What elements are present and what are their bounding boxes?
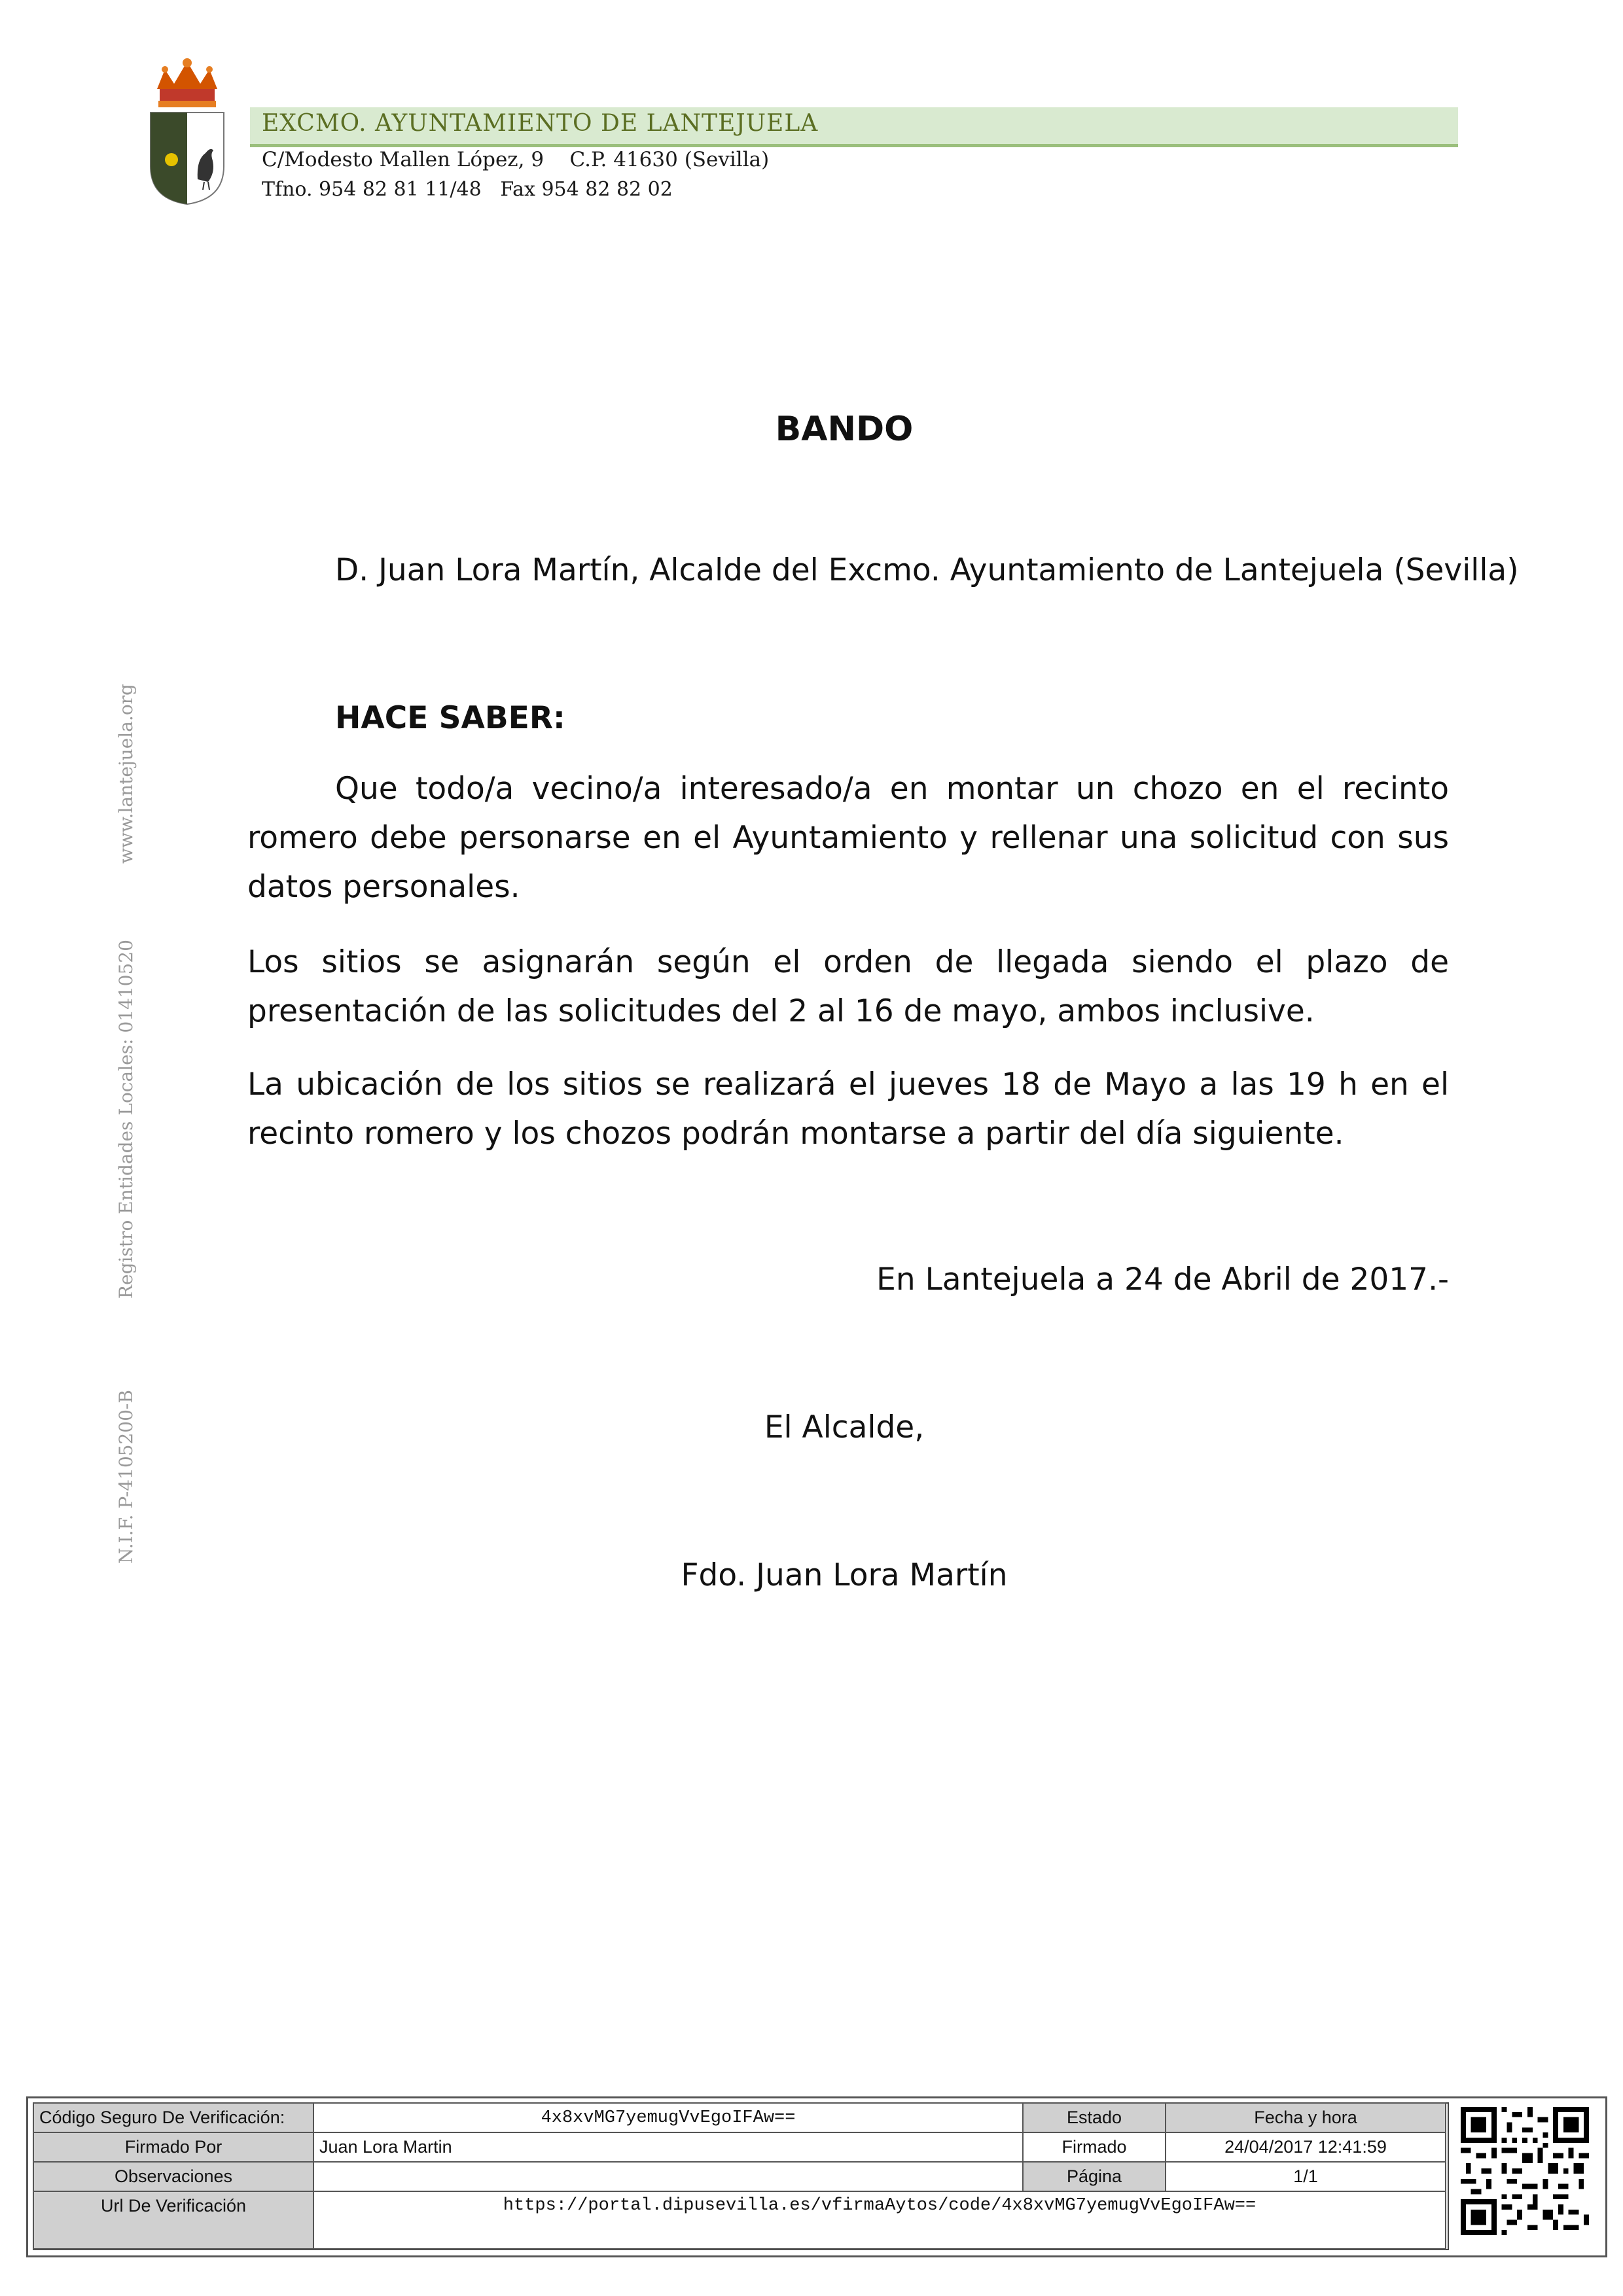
organization-address: C/Modesto Mallen López, 9 C.P. 41630 (Sevilla) [262, 148, 770, 171]
organization-phone: Tfno. 954 82 81 11/48 Fax 954 82 82 02 [262, 178, 673, 201]
csv-value: 4x8xvMG7yemugVvEgoIFAw== [313, 2103, 1023, 2132]
verification-table [33, 2102, 1446, 2250]
table-row [33, 2191, 1446, 2249]
observaciones-value [313, 2162, 1023, 2191]
margin-registry: Registro Entidades Locales: 01410520 [115, 940, 137, 1299]
organization-name: EXCMO. AYUNTAMIENTO DE LANTEJUELA [262, 110, 819, 137]
signature-name: Fdo. Juan Lora Martín [681, 1557, 1008, 1593]
observaciones-label: Observaciones [33, 2162, 313, 2191]
pagina-label: Página [1023, 2162, 1166, 2191]
coat-of-arms-logo [145, 55, 229, 205]
url-value[interactable]: https://portal.dipusevilla.es/vfirmaAytos/code/4x8xvMG7yemugVvEgoIFAw== [313, 2191, 1446, 2249]
firmado-por-value: Juan Lora Martin [313, 2132, 1023, 2162]
intro-line: D. Juan Lora Martín, Alcalde del Excmo. Ayuntamiento de Lantejuela (Sevilla) [335, 552, 1519, 588]
margin-nif: N.I.F. P-4105200-B [115, 1390, 137, 1564]
qr-code-icon [1461, 2107, 1589, 2235]
url-label: Url De Verificación [33, 2191, 313, 2249]
pagina-value: 1/1 [1166, 2162, 1446, 2191]
firmado-por-label: Firmado Por [33, 2132, 313, 2162]
paragraph: La ubicación de los sitios se realizará el jueves 18 de Mayo a las 19 h en el recinto romero y los chozos podrán montarse a partir del día siguiente. [247, 1067, 1449, 1152]
date-line: En Lantejuela a 24 de Abril de 2017.- [876, 1262, 1449, 1298]
margin-website: www.lantejuela.org [115, 684, 137, 864]
hace-saber-heading: HACE SABER: [335, 700, 565, 736]
estado-label: Estado [1023, 2103, 1166, 2132]
csv-label: Código Seguro De Verificación: [33, 2103, 313, 2132]
document-title: BANDO [775, 410, 914, 449]
fecha-value: 24/04/2017 12:41:59 [1166, 2132, 1446, 2162]
paragraph: Que todo/a vecino/a interesado/a en montar un chozo en el recinto romero debe personarse en el Ayuntamiento y rellenar una solicitud con sus datos personales. [247, 771, 1449, 905]
estado-value: Firmado [1023, 2132, 1166, 2162]
table-row [33, 2103, 1446, 2132]
table-row [33, 2162, 1446, 2191]
signature-title: El Alcalde, [764, 1409, 925, 1445]
table-row [33, 2132, 1446, 2162]
paragraph: Los sitios se asignarán según el orden de llegada siendo el plazo de presentación de las solicitudes del 2 al 16 de mayo, ambos inclusive. [247, 944, 1449, 1029]
fecha-label: Fecha y hora [1166, 2103, 1446, 2132]
